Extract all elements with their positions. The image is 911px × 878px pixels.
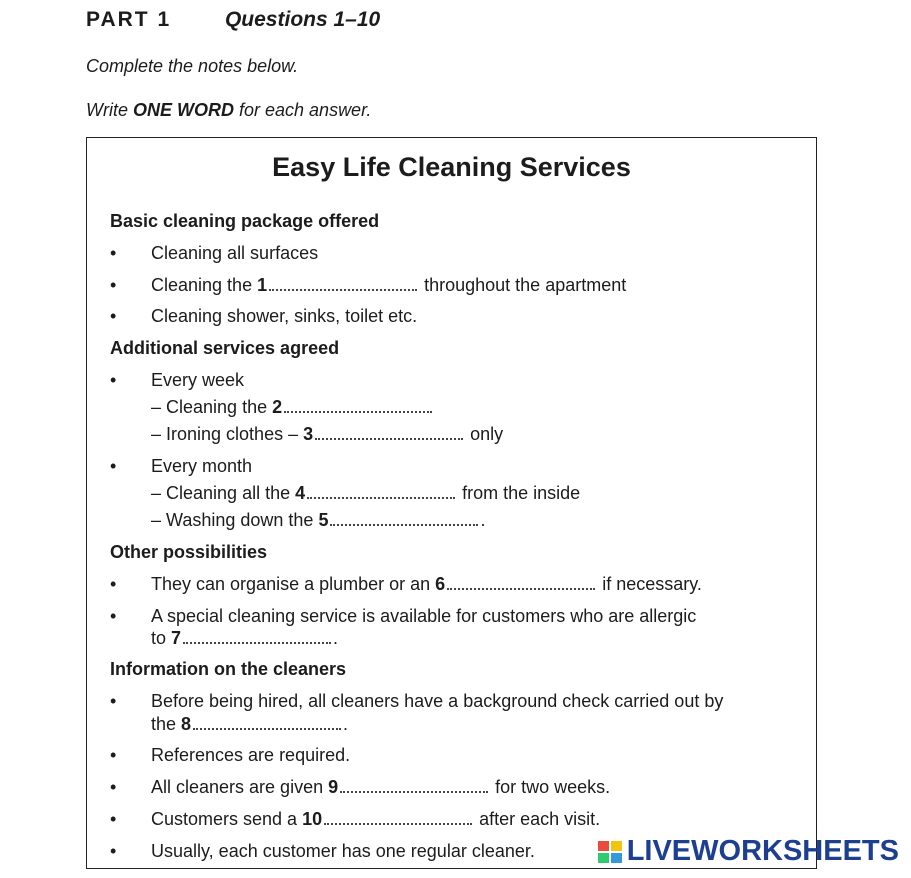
bullet-icon — [110, 275, 122, 296]
answer-blank[interactable] — [307, 483, 455, 499]
answer-blank[interactable] — [315, 424, 463, 440]
note-line: References are required. — [151, 745, 351, 765]
answer-blank[interactable] — [183, 628, 331, 644]
logo-squares-icon — [598, 841, 624, 863]
note-line: Cleaning all surfaces — [151, 243, 319, 263]
bullet-icon — [110, 456, 122, 477]
instruction-complete: Complete the notes below. — [86, 56, 299, 76]
logo-square-4 — [611, 853, 622, 863]
part-label: PART 1 — [86, 8, 172, 31]
note-line-cont: to 7 . — [151, 628, 339, 648]
bullet-icon — [110, 306, 122, 327]
logo-text: LIVEWORKSHEETS — [626, 835, 899, 867]
answer-blank[interactable] — [193, 714, 341, 730]
section-heading: Basic cleaning package offered — [110, 211, 380, 231]
note-line: Every month — [151, 456, 253, 476]
answer-blank[interactable] — [447, 574, 595, 590]
note-line: A special cleaning service is available for customers who are allergic — [151, 606, 697, 626]
sub-line: – Cleaning the 2 — [151, 397, 434, 418]
bullet-icon — [110, 745, 122, 766]
note-line: They can organise a plumber or an 6 if necessary. — [151, 574, 702, 594]
question-range: Questions 1–10 — [224, 8, 381, 31]
note-line: Before being hired, all cleaners have a background check carried out by — [151, 691, 724, 711]
logo-square-1 — [598, 841, 609, 851]
notes-title: Easy Life Cleaning Services — [272, 152, 631, 182]
answer-blank[interactable] — [324, 809, 472, 825]
bullet-icon — [110, 606, 122, 627]
note-line-cont: the 8 . — [151, 714, 349, 734]
sub-line: – Ironing clothes – 3 only — [151, 424, 504, 444]
section-heading: Additional services agreed — [110, 338, 340, 358]
section-heading: Information on the cleaners — [110, 659, 347, 679]
bullet-icon — [110, 370, 122, 391]
part-header — [86, 8, 380, 32]
sub-line: – Washing down the 5 . — [151, 510, 486, 530]
note-line: Cleaning the 1 throughout the apartment — [151, 275, 627, 295]
logo-square-2 — [611, 841, 622, 851]
bullet-icon — [110, 809, 122, 830]
logo-square-3 — [598, 853, 609, 863]
section-heading: Other possibilities — [110, 542, 268, 562]
note-line: Cleaning shower, sinks, toilet etc. — [151, 306, 418, 326]
sub-line: – Cleaning all the 4 from the inside — [151, 483, 581, 503]
bullet-icon — [110, 243, 122, 264]
bullet-icon — [110, 691, 122, 712]
note-line: All cleaners are given 9 for two weeks. — [151, 777, 611, 797]
notes-box — [86, 137, 817, 869]
instruction-write: Write ONE WORD for each answer. — [86, 100, 372, 120]
answer-blank[interactable] — [269, 275, 417, 291]
liveworksheets-logo[interactable] — [598, 835, 899, 868]
note-line: Customers send a 10 after each visit. — [151, 809, 601, 829]
note-line: Usually, each customer has one regular cleaner. — [151, 841, 535, 861]
bullet-icon — [110, 841, 122, 862]
answer-blank[interactable] — [340, 777, 488, 793]
answer-blank[interactable] — [284, 397, 432, 413]
bullet-icon — [110, 777, 122, 798]
answer-blank[interactable] — [330, 510, 478, 526]
note-line: Every week — [151, 370, 245, 390]
bullet-icon — [110, 574, 122, 595]
